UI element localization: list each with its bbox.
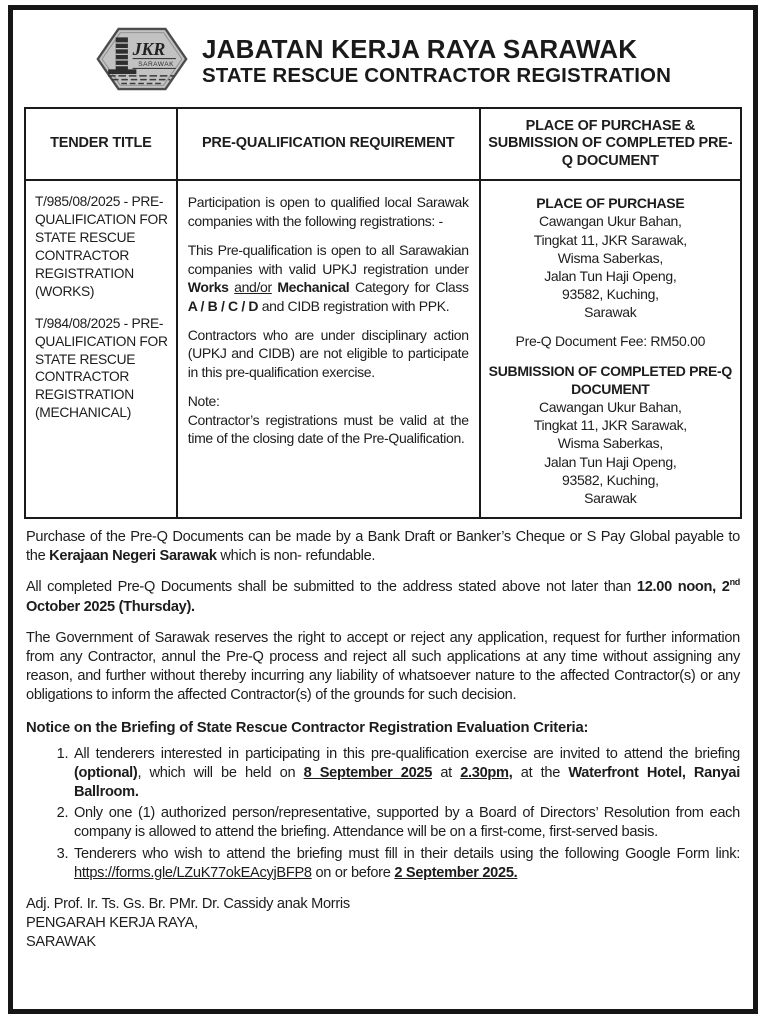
submission-heading: SUBMISSION OF COMPLETED PRE-Q DOCUMENT: [488, 362, 732, 397]
jkr-logo: [95, 26, 189, 97]
briefing-item-3-suffix: on or before 2 September 2025.: [311, 864, 518, 881]
document-fee: Pre-Q Document Fee: RM50.00: [515, 333, 706, 350]
header-titles: [202, 35, 671, 87]
col-header-tender-title: TENDER TITLE: [25, 108, 177, 180]
requirement-registration: This Pre-qualification is open to all Sarawakian companies with valid UPKJ registration under Works and/or Mechanical Category for Class A / B / C / D and CIDB registration with PPK.: [187, 242, 469, 314]
requirement-participation: Participation is open to qualified local Sarawak companies with the following registrations: -: [187, 194, 469, 229]
table-header-row: [25, 108, 741, 180]
page-sheet: [8, 5, 758, 1014]
requirement-disciplinary: Contractors who are under disciplinary action (UPKJ and CIDB) are not eligible to participate in this pre-qualification exercise.: [187, 326, 469, 380]
requirement-cell: [177, 180, 480, 518]
place-of-purchase-heading: PLACE OF PURCHASE: [536, 195, 685, 212]
briefing-notice-heading: Notice on the Briefing of State Rescue Contractor Registration Evaluation Criteria:: [26, 720, 589, 737]
briefing-list: [26, 745, 740, 883]
table-body-row: [25, 180, 741, 518]
rights-reservation-paragraph: The Government of Sarawak reserves the right to accept or reject any application, request for further information from any Contractor, annul the Pre-Q process and reject all such applications at any time without assigning any reason, and further without thereby incurring any liability of whatsoever nature to the affected Contractor(s) or any obligations to inform the affected Contractor(s) of the grounds for such decision.: [26, 629, 740, 703]
signatory-region: SARAWAK: [26, 934, 96, 951]
page-title: STATE RESCUE CONTRACTOR REGISTRATION: [201, 64, 672, 88]
briefing-item-3-prefix: Tenderers who wish to attend the briefing must fill in their details using the following Google Form link:: [74, 845, 740, 862]
tender-title-works: T/985/08/2025 - PRE-QUALIFICATION FOR STATE RESCUE CONTRACTOR REGISTRATION (WORKS): [35, 194, 168, 299]
tender-table: [24, 107, 742, 519]
document-body: [24, 528, 742, 952]
col-header-prequalification: PRE-QUALIFICATION REQUIREMENT: [177, 108, 480, 180]
signatory-title: PENGARAH KERJA RAYA,: [26, 915, 198, 932]
signature-block: [26, 895, 740, 953]
purchase-address: Cawangan Ukur Bahan, Tingkat 11, JKR Sarawak, Wisma Saberkas, Jalan Tun Haji Openg, 93582, Kuching, Sarawak: [533, 213, 687, 321]
tender-title-cell: [25, 180, 177, 518]
briefing-item-1: 1. All tenderers interested in participating in this pre-qualification exercise are invited to attend the briefing (optional), which will be held on 8 September 2025 at 2.30pm, at the Waterfront Hotel, Ranyai Ballroom.: [72, 745, 740, 802]
purchase-payment-paragraph: Purchase of the Pre-Q Documents can be made by a Bank Draft or Banker’s Cheque or S Pay Global payable to the Kerajaan Negeri Sarawak which is non- refundable.: [26, 529, 740, 565]
submission-deadline-paragraph: All completed Pre-Q Documents shall be submitted to the address stated above not later than 12.00 noon, 2nd October 2025 (Thursday).: [26, 577, 741, 615]
submission-address: Cawangan Ukur Bahan, Tingkat 11, JKR Sarawak, Wisma Saberkas, Jalan Tun Haji Openg, 93582, Kuching, Sarawak: [533, 399, 687, 506]
signatory-name: Adj. Prof. Ir. Ts. Gs. Br. PMr. Dr. Cassidy anak Morris: [26, 895, 350, 912]
logo-jkr-text: JKR: [132, 39, 166, 60]
briefing-item-2: 2. Only one (1) authorized person/representative, supported by a Board of Directors’ Resolution from each company is allowed to attend the briefing. Attendance will be on a first-come, first-served basis.: [72, 804, 740, 842]
requirement-note: Note: Contractor’s registrations must be valid at the time of the closing date of the Pre-Qualification.: [187, 393, 469, 447]
tender-title-mechanical: T/984/08/2025 - PRE-QUALIFICATION FOR STATE RESCUE CONTRACTOR REGISTRATION (MECHANICAL): [35, 315, 168, 421]
col-header-place: PLACE OF PURCHASE & SUBMISSION OF COMPLETED PRE-Q DOCUMENT: [480, 108, 741, 180]
document-header: [24, 26, 742, 97]
place-cell: [480, 180, 741, 518]
org-name: JABATAN KERJA RAYA SARAWAK: [201, 34, 638, 65]
briefing-item-3: [72, 845, 740, 883]
google-form-link[interactable]: https://forms.gle/LZuK77okEAcyjBFP8: [74, 864, 312, 881]
logo-sarawak-text: SARAWAK: [138, 61, 174, 69]
